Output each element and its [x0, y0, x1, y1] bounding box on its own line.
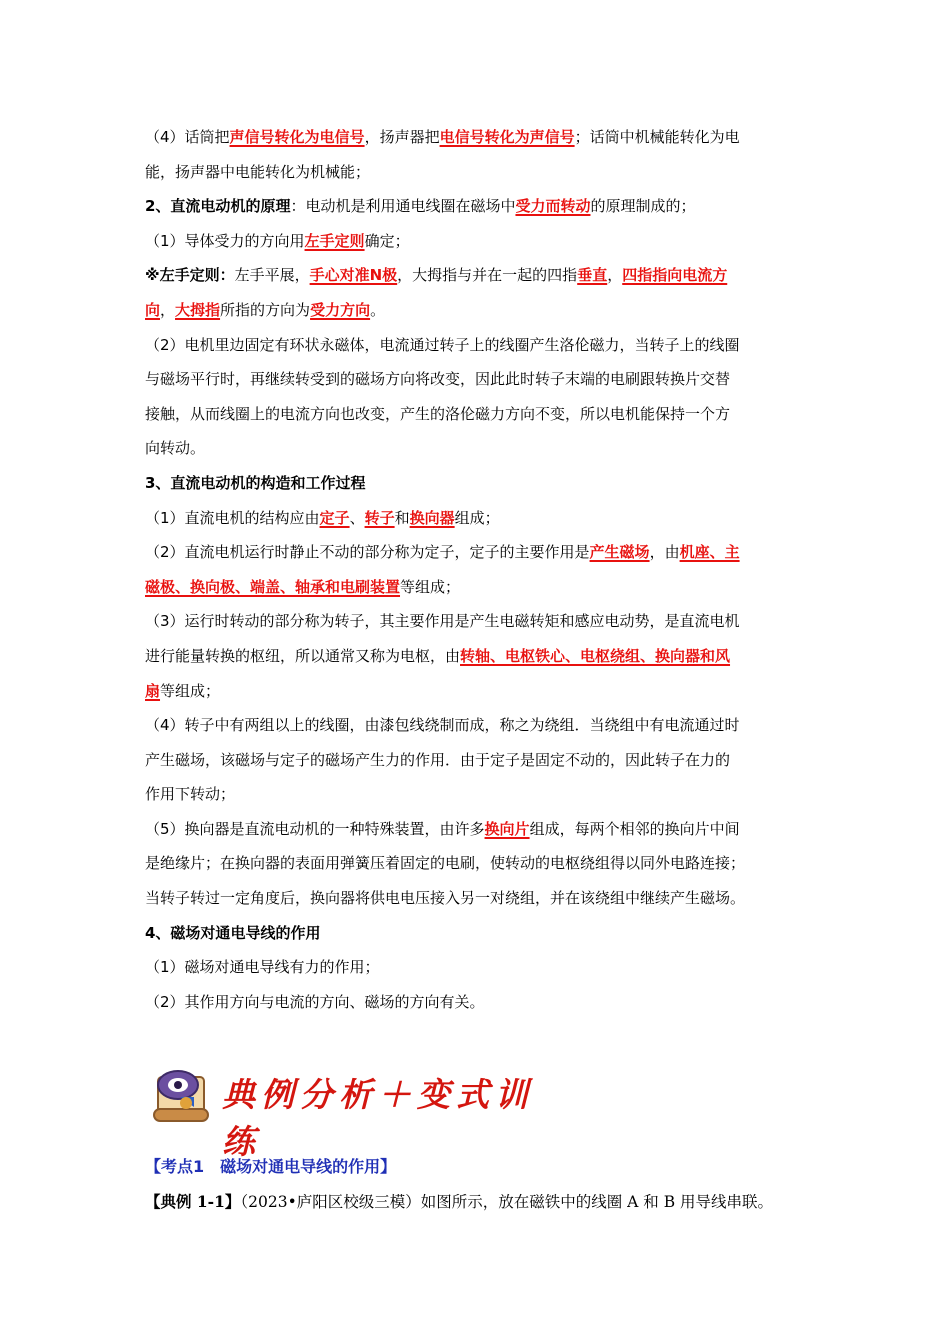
scroll-book-icon	[150, 1063, 220, 1125]
text-line	[145, 431, 810, 466]
body-text: 进行能量转换的枢纽，所以通常又称为电枢，由	[145, 646, 461, 665]
emphasis-text: 转轴、电枢铁心、电枢绕组、换向器和风	[460, 646, 731, 665]
body-text: （2）其作用方向与电流的方向、磁场的方向有关。	[145, 992, 485, 1011]
text-line	[145, 120, 810, 155]
text-line	[145, 224, 810, 259]
text-line	[145, 466, 810, 501]
text-line	[145, 501, 810, 536]
body-text: （3）运行时转动的部分称为转子，其主要作用是产生电磁转矩和感应电动势，是直流电机	[145, 612, 740, 631]
body-text: 确定；	[364, 231, 410, 250]
body-text	[145, 120, 810, 1019]
text-line	[145, 916, 810, 951]
example-line	[145, 1190, 773, 1212]
emphasis-text: 机座、主	[679, 543, 740, 562]
text-line	[145, 258, 810, 293]
text-line	[145, 639, 810, 674]
emphasis-text: 四指指向电流方	[622, 266, 728, 285]
text-line	[145, 535, 810, 570]
body-text: ，	[160, 300, 176, 319]
text-line	[145, 362, 810, 397]
emphasis-text: 声信号转化为电信号	[229, 128, 365, 146]
emphasis-text: 扇	[145, 681, 161, 700]
body-text: 向转动。	[145, 439, 206, 458]
emphasis-text: 产生磁场	[589, 543, 650, 562]
text-line	[145, 846, 810, 881]
body-text: ：电动机是利用通电线圈在磁场中	[290, 197, 516, 216]
text-line	[145, 881, 810, 916]
emphasis-text: 大拇指	[175, 300, 221, 319]
body-text: 等组成；	[400, 577, 461, 596]
text-line	[145, 604, 810, 639]
body-text: ，扬声器把	[364, 128, 440, 146]
body-text: 、	[349, 508, 365, 527]
bold-heading-text: 4、磁场对通电导线的作用	[145, 923, 321, 942]
text-line	[145, 570, 810, 605]
body-text: 作用下转动；	[145, 785, 236, 804]
body-text: 与磁场平行时，再继续转受到的磁场方向将改变，因此此时转子末端的电刷跟转换片交替	[145, 370, 731, 389]
bold-heading-text: ※左手定则：	[145, 266, 235, 285]
text-line	[145, 743, 810, 778]
emphasis-text: 电信号转化为声信号	[439, 128, 575, 146]
section-banner	[150, 1063, 550, 1161]
emphasis-text: 向	[145, 300, 161, 319]
text-line	[145, 293, 810, 328]
body-text: （2）电机里边固定有环状永磁体，电流通过转子上的线圈产生洛伦磁力，当转子上的线圈	[145, 335, 740, 354]
emphasis-text: 手心对准N极	[309, 266, 398, 285]
text-line	[145, 189, 810, 224]
body-text: ，由	[649, 543, 680, 562]
text-line	[145, 950, 810, 985]
body-text: （1）导体受力的方向用	[145, 231, 305, 250]
emphasis-text: 垂直	[577, 266, 608, 285]
body-text: 组成；	[454, 508, 500, 527]
text-line	[145, 674, 810, 709]
text-line	[145, 328, 810, 363]
body-text: 组成，每两个相邻的换向片中间	[529, 819, 740, 838]
body-text: 能，扬声器中电能转化为机械能；	[145, 162, 371, 181]
body-text: 是绝缘片；在换向器的表面用弹簧压着固定的电刷，使转动的电枢绕组得以同外电路连接；	[145, 854, 746, 873]
body-text: 。	[370, 300, 386, 319]
body-text: （1）磁场对通电导线有力的作用；	[145, 958, 380, 977]
body-text: ，大拇指与并在一起的四指	[397, 266, 578, 285]
body-text: 接触，从而线圈上的电流方向也改变，产生的洛伦磁力方向不变，所以电机能保持一个方	[145, 404, 731, 423]
emphasis-text: 磁极、换向极、端盖、轴承和电刷装置	[145, 577, 401, 596]
body-text: 和	[394, 508, 410, 527]
text-line	[145, 985, 810, 1020]
banner-title: 典例分析＋变式训练	[222, 1075, 534, 1161]
body-text: 所指的方向为	[220, 300, 311, 319]
text-line	[145, 812, 810, 847]
bold-heading-text: 3、直流电动机的构造和工作过程	[145, 473, 366, 492]
body-text: （5）换向器是直流电动机的一种特殊装置，由许多	[145, 819, 485, 838]
body-text: 的原理制成的；	[590, 197, 696, 216]
example-tag: 【典例 1-1】	[145, 1192, 241, 1211]
emphasis-text: 转子	[364, 508, 395, 527]
text-line	[145, 708, 810, 743]
emphasis-text: 定子	[319, 508, 350, 527]
text-line	[145, 777, 810, 812]
body-text: 左手平展，	[234, 266, 310, 285]
emphasis-text: 换向器	[409, 508, 455, 527]
emphasis-text: 左手定则	[304, 231, 365, 250]
bold-heading-text: 2、直流电动机的原理	[145, 197, 291, 216]
emphasis-text: 受力而转动	[515, 197, 591, 216]
emphasis-text: 换向片	[484, 819, 530, 838]
example-text: （2023•庐阳区校级三模）如图所示，放在磁铁中的线圈 A 和 B 用导线串联。	[240, 1193, 774, 1211]
body-text: ，	[607, 266, 623, 285]
body-text: 当转子转过一定角度后，换向器将供电电压接入另一对绕组，并在该绕组中继续产生磁场。	[145, 889, 746, 908]
text-line	[145, 397, 810, 432]
body-text: （1）直流电机的结构应由	[145, 508, 320, 527]
body-text: 等组成；	[160, 681, 221, 700]
text-line	[145, 155, 810, 190]
body-text: ；话筒中机械能转化为电	[574, 128, 740, 146]
body-text: （4）话筒把	[145, 128, 230, 146]
topic-heading: 【考点1 磁场对通电导线的作用】	[145, 1157, 397, 1176]
body-text: （4）转子中有两组以上的线圈，由漆包线绕制而成，称之为绕组．当绕组中有电流通过时	[145, 716, 740, 735]
body-text: （2）直流电机运行时静止不动的部分称为定子，定子的主要作用是	[145, 543, 590, 562]
emphasis-text: 受力方向	[310, 300, 371, 319]
body-text: 产生磁场，该磁场与定子的磁场产生力的作用．由于定子是固定不动的，因此转子在力的	[145, 750, 731, 769]
